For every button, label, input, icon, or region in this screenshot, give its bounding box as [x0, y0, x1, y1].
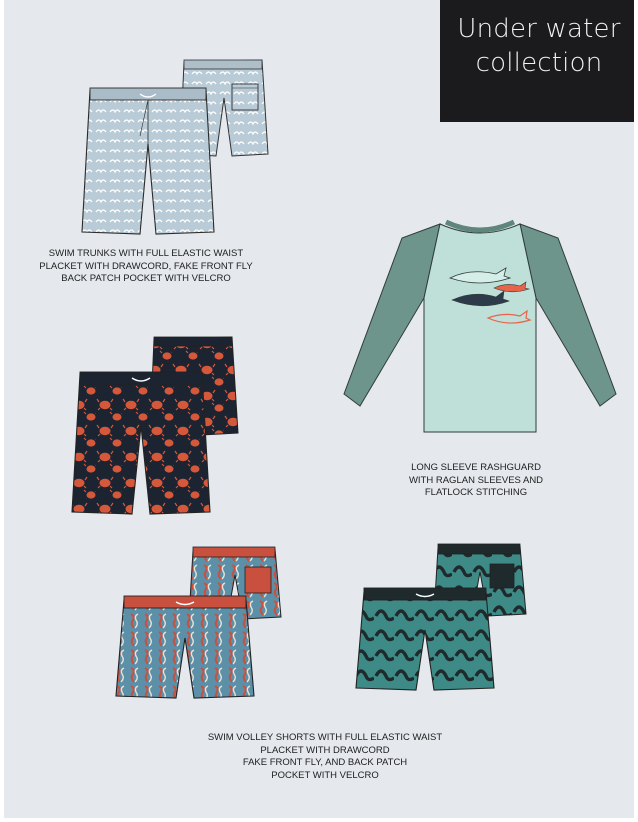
light-trunks-front-illustration	[80, 86, 216, 236]
collection-title-box	[440, 0, 634, 122]
volley-caption-line1: SWIM VOLLEY SHORTS WITH FULL ELASTIC WAIST	[207, 732, 443, 743]
trunks-caption-line3: BACK PATCH POCKET WITH VELCRO	[61, 273, 231, 284]
crab-trunks-front-illustration	[70, 370, 212, 516]
volley-caption-line3: FAKE FRONT FLY, AND BACK PATCH	[242, 757, 408, 768]
tech-sheet-page	[4, 0, 634, 818]
collection-title-line2: collection	[475, 48, 603, 78]
volley-caption-line4: POCKET WITH VELCRO	[271, 769, 379, 781]
rashguard-caption-line2: WITH RAGLAN SLEEVES AND	[408, 474, 544, 486]
volley-caption-line2: PLACKET WITH DRAWCORD	[260, 744, 390, 756]
rashguard-caption	[386, 462, 566, 500]
rashguard-caption-line1: LONG SLEEVE RASHGUARD	[411, 462, 541, 473]
rashguard-illustration	[340, 216, 620, 438]
teal-volley-front-illustration	[354, 586, 496, 692]
trunks-caption	[26, 248, 266, 286]
rashguard-caption-line3: FLATLOCK STITCHING	[424, 487, 528, 498]
volley-caption	[200, 732, 450, 782]
seahorse-volley-front-illustration	[114, 594, 256, 700]
trunks-caption-line2: PLACKET WITH DRAWCORD, FAKE FRONT FLY	[39, 260, 253, 272]
collection-title-line1: Under water	[457, 14, 621, 44]
trunks-caption-line1: SWIM TRUNKS WITH FULL ELASTIC WAIST	[48, 248, 244, 259]
